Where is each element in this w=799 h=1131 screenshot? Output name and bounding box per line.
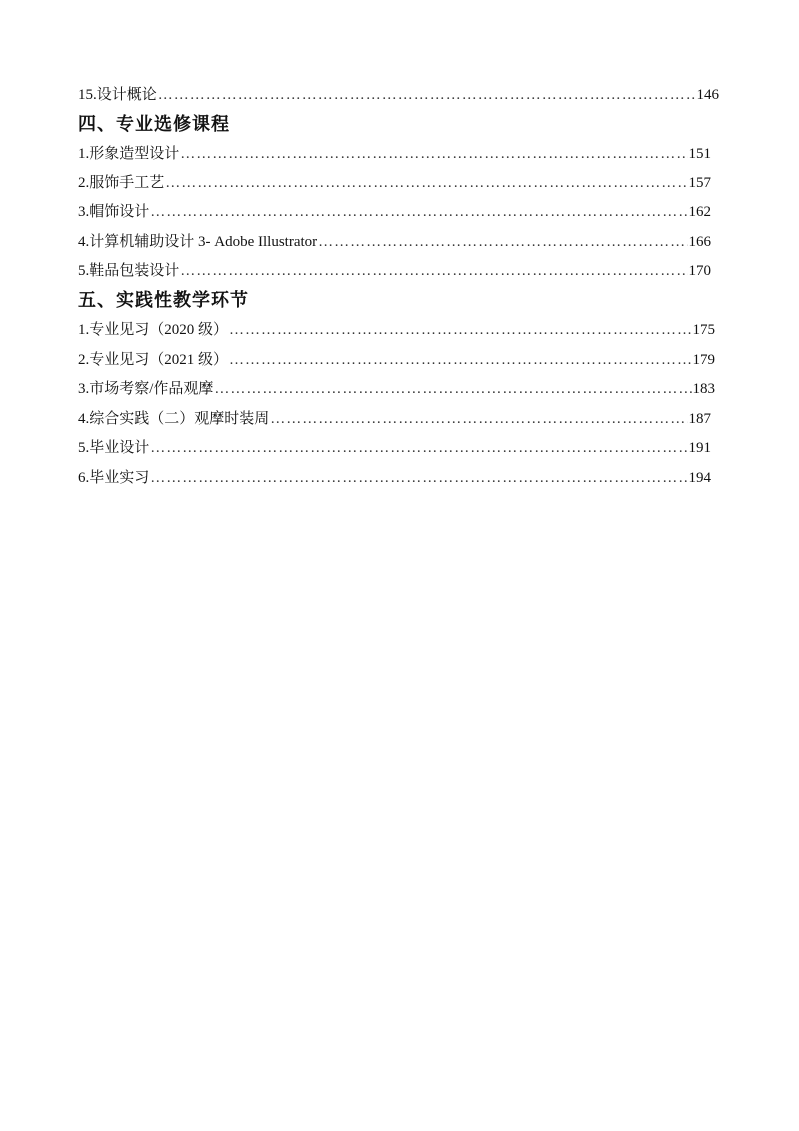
toc-entry-title: 2.服饰手工艺 xyxy=(78,175,165,191)
toc-entry-design-theory[interactable] xyxy=(78,86,719,104)
toc-entry-title: 2.专业见习（2021 级） xyxy=(78,352,229,368)
toc-entry-page: 194 xyxy=(688,470,711,486)
toc-entry-page: 157 xyxy=(688,175,711,191)
toc-entry-title: 4.计算机辅助设计 3- Adobe Illustrator xyxy=(78,234,318,250)
toc-entry-page: 191 xyxy=(688,440,711,456)
dot-leader xyxy=(165,174,687,192)
toc-entry-page: 187 xyxy=(688,411,711,427)
toc-entry-hat-design[interactable] xyxy=(78,203,711,221)
toc-entry-title: 6.毕业实习 xyxy=(78,470,150,486)
toc-entry-page: 175 xyxy=(692,322,715,338)
dot-leader xyxy=(150,203,687,221)
section-heading-professional-electives: 四、专业选修课程 xyxy=(78,114,230,134)
dot-leader xyxy=(229,351,691,369)
toc-entry-title: 3.帽饰设计 xyxy=(78,204,150,220)
toc-entry-title: 1.专业见习（2020 级） xyxy=(78,322,229,338)
toc-entry-title: 15.设计概论 xyxy=(78,87,157,103)
toc-entry-title: 5.鞋品包装设计 xyxy=(78,263,180,279)
section-heading-practical-teaching: 五、实践性教学环节 xyxy=(78,290,249,310)
toc-entry-page: 151 xyxy=(688,146,711,162)
toc-entry-page: 179 xyxy=(692,352,715,368)
toc-entry-title: 5.毕业设计 xyxy=(78,440,150,456)
toc-entry-title: 1.形象造型设计 xyxy=(78,146,180,162)
toc-entry-title: 3.市场考察/作品观摩 xyxy=(78,381,214,397)
dot-leader xyxy=(214,380,691,398)
toc-entry-internship-2020[interactable] xyxy=(78,321,715,339)
toc-entry-computer-aided-design-illustrator[interactable] xyxy=(78,233,711,251)
dot-leader xyxy=(180,145,687,163)
toc-entry-page: 166 xyxy=(688,234,711,250)
dot-leader xyxy=(229,321,691,339)
dot-leader xyxy=(318,233,687,251)
toc-entry-title: 4.综合实践（二）观摩时装周 xyxy=(78,411,270,427)
toc-entry-graduation-design[interactable] xyxy=(78,439,711,457)
dot-leader xyxy=(180,262,687,280)
toc-entry-page: 162 xyxy=(688,204,711,220)
toc-entry-page: 170 xyxy=(688,263,711,279)
toc-entry-shoe-packaging-design[interactable] xyxy=(78,262,711,280)
dot-leader xyxy=(150,469,687,487)
dot-leader xyxy=(270,410,687,428)
toc-entry-internship-2021[interactable] xyxy=(78,351,715,369)
toc-entry-page: 183 xyxy=(692,381,715,397)
dot-leader xyxy=(150,439,687,457)
toc-entry-fashion-week[interactable] xyxy=(78,410,711,428)
toc-entry-page: 146 xyxy=(696,87,719,103)
toc-entry-apparel-handicraft[interactable] xyxy=(78,174,711,192)
toc-entry-image-styling-design[interactable] xyxy=(78,145,711,163)
dot-leader xyxy=(158,86,696,104)
toc-entry-graduation-internship[interactable] xyxy=(78,469,711,487)
toc-entry-market-survey[interactable] xyxy=(78,380,715,398)
